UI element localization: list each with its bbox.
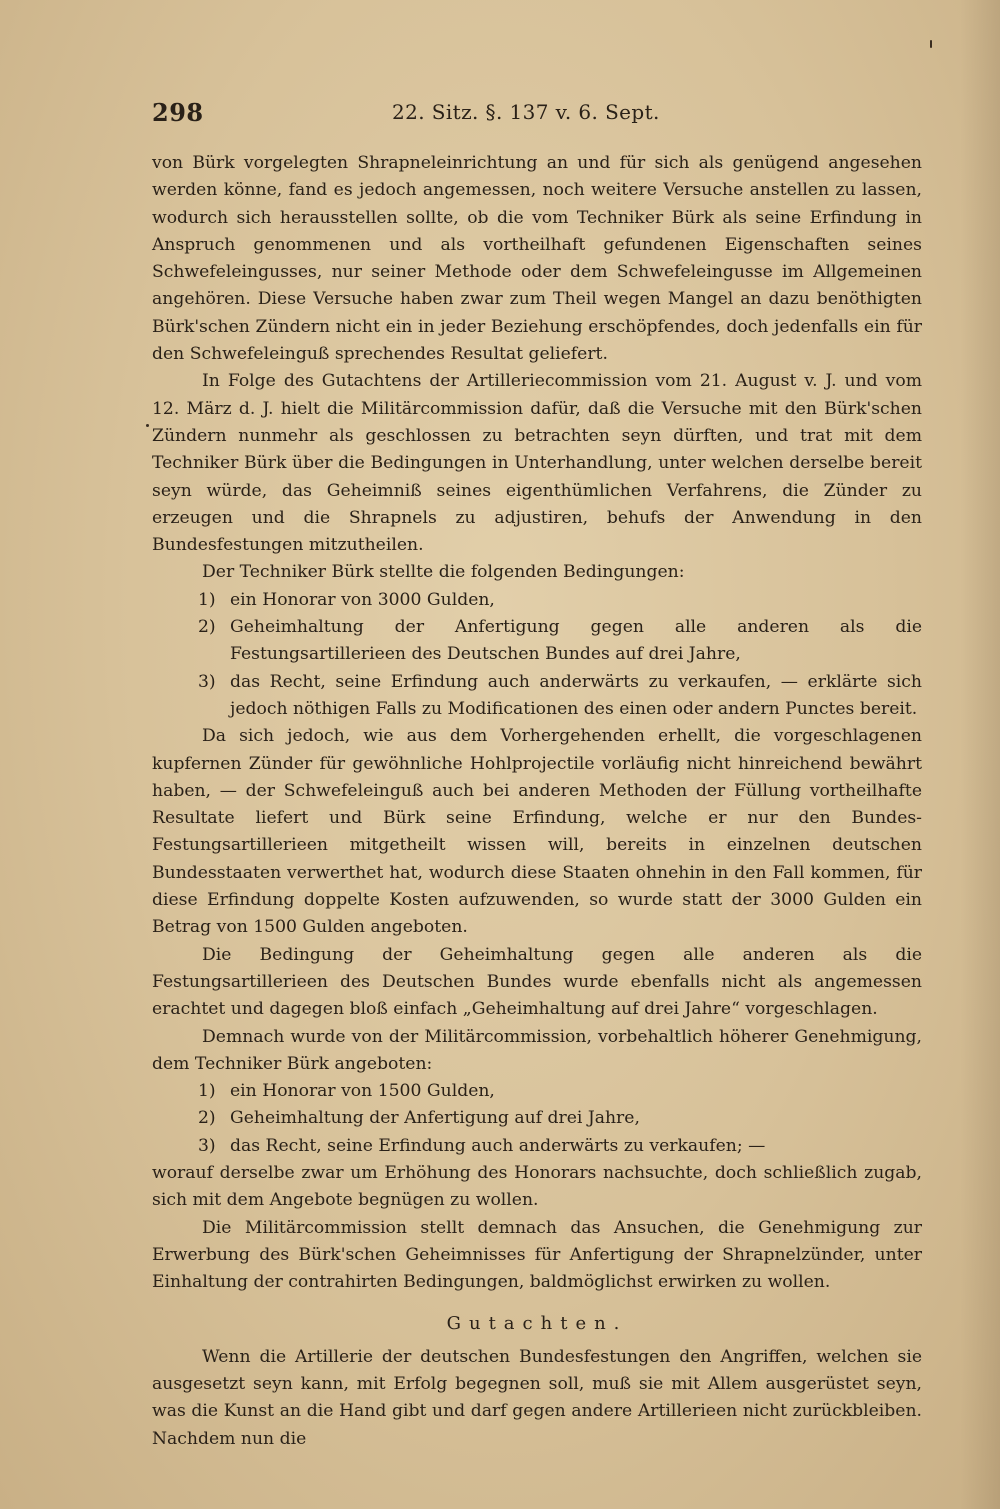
paragraph-7: worauf derselbe zwar um Erhöhung des Honorars nachsuchte, doch schließlich zugab, sich mit dem Angebote begnügen zu wollen. — [152, 1162, 922, 1211]
paragraph-2: In Folge des Gutachtens der Artilleriecommission vom 21. August v. J. und vom 12. März d. J. hielt die Militärcommission dafür, daß die Versuche mit den Bürk'schen Zündern nunmehr als geschlossen zu betrachten seyn dürften, und trat mit dem Techniker Bürk über die Bedingungen in Unterhandlung, unter welchen derselbe bereit seyn würde, das Geheimniß seines eigenthümlichen Verfahrens, die Zünder zu erzeugen und die Shrapnels zu adjustiren, behufs der Anwendung in den Bundesfestungen mitzutheilen. — [152, 371, 922, 556]
page-edge-shadow — [960, 0, 1000, 1509]
list-number: 2) — [198, 1108, 216, 1129]
list-item — [152, 614, 922, 669]
list-item — [152, 1105, 922, 1132]
list-text: Geheimhaltung der Anfertigung gegen alle anderen als die Festungsartillerieen des Deutschen Bundes auf drei Jahre, — [230, 617, 922, 665]
section-heading: Gutachten. — [446, 1313, 628, 1335]
list-text: das Recht, seine Erfindung auch anderwärts zu verkaufen; — — [230, 1135, 766, 1156]
ink-speck — [930, 40, 932, 48]
paragraph-9: Wenn die Artillerie der deutschen Bundesfestungen den Angriffen, welchen sie ausgesetzt seyn kann, mit Erfolg begegnen soll, muß sie mit Allem ausgerüstet seyn, was die Kunst an die Hand gibt und darf gegen andere Artillerieen nicht zurückbleiben. Nachdem nun die — [152, 1346, 922, 1449]
paragraph-6: Demnach wurde von der Militärcommission, vorbehaltlich höherer Genehmigung, dem Techniker Bürk angeboten: — [152, 1026, 922, 1074]
paragraph-8: Die Militärcommission stellt demnach das Ansuchen, die Genehmigung zur Erwerbung des Bürk'schen Geheimnisses für Anfertigung der Shrapnelzünder, unter Einhaltung der contrahirten Bedingungen, baldmöglichst erwirken zu wollen. — [152, 1217, 922, 1293]
list-item — [152, 587, 922, 614]
list-number: 2) — [198, 617, 216, 638]
paragraph-3: Der Techniker Bürk stellte die folgenden Bedingungen: — [202, 562, 685, 583]
list-item — [152, 1133, 922, 1160]
list-text: ein Honorar von 1500 Gulden, — [230, 1081, 495, 1102]
page-header — [152, 98, 922, 138]
running-head: 22. Sitz. §. 137 v. 6. Sept. — [392, 100, 660, 124]
list-number: 3) — [198, 671, 216, 692]
list-item — [152, 1078, 922, 1105]
list-text: das Recht, seine Erfindung auch anderwärts zu verkaufen, — erklärte sich jedoch nöthigen Falls zu Modificationen des einen oder andern Punctes bereit. — [230, 671, 922, 719]
page-number: 298 — [152, 98, 204, 127]
paragraph-5: Die Bedingung der Geheimhaltung gegen alle anderen als die Festungsartillerieen des Deutschen Bundes wurde ebenfalls nicht als angemessen erachtet und dagegen bloß einfach „Geheimhaltung auf drei Jahre“ vorgeschlagen. — [152, 944, 922, 1020]
list-number: 3) — [198, 1135, 216, 1156]
ink-speck — [146, 424, 149, 427]
list-number: 1) — [198, 589, 216, 610]
list-text: Geheimhaltung der Anfertigung auf drei Jahre, — [230, 1108, 640, 1129]
body-text — [152, 150, 922, 1453]
list-text: ein Honorar von 3000 Gulden, — [230, 589, 495, 610]
list-number: 1) — [198, 1081, 216, 1102]
paragraph-4: Da sich jedoch, wie aus dem Vorhergehenden erhellt, die vorgeschlagenen kupfernen Zünder für gewöhnliche Hohlprojectile vorläufig nicht hinreichend bewährt haben, — der Schwefeleinguß auch bei anderen Methoden der Füllung vortheilhafte Resultate liefert und Bürk seine Erfindung, welche er nur den Bundes-Festungsartillerieen mitgetheilt wissen will, bereits in einzelnen deutschen Bundesstaaten verwerthet hat, wodurch diese Staaten ohnehin in den Fall kommen, für diese Erfindung doppelte Kosten aufzuwenden, so wurde statt der 3000 Gulden ein Betrag von 1500 Gulden angeboten. — [152, 726, 922, 938]
paragraph-1: von Bürk vorgelegten Shrapneleinrichtung an und für sich als genügend angesehen werden könne, fand es jedoch angemessen, noch weitere Versuche anstellen zu lassen, wodurch sich herausstellen sollte, ob die vom Techniker Bürk als seine Erfindung in Anspruch genommenen und als vortheilhaft gefundenen Eigenschaften seines Schwefeleingusses, nur seiner Methode oder dem Schwefeleingusse im Allgemeinen angehören. Diese Versuche haben zwar zum Theil wegen Mangel an dazu benöthigten Bürk'schen Zündern nicht ein in jeder Beziehung erschöpfendes, doch jedenfalls ein für den Schwefeleinguß sprechendes Resultat geliefert. — [152, 153, 922, 365]
list-item — [152, 669, 922, 724]
